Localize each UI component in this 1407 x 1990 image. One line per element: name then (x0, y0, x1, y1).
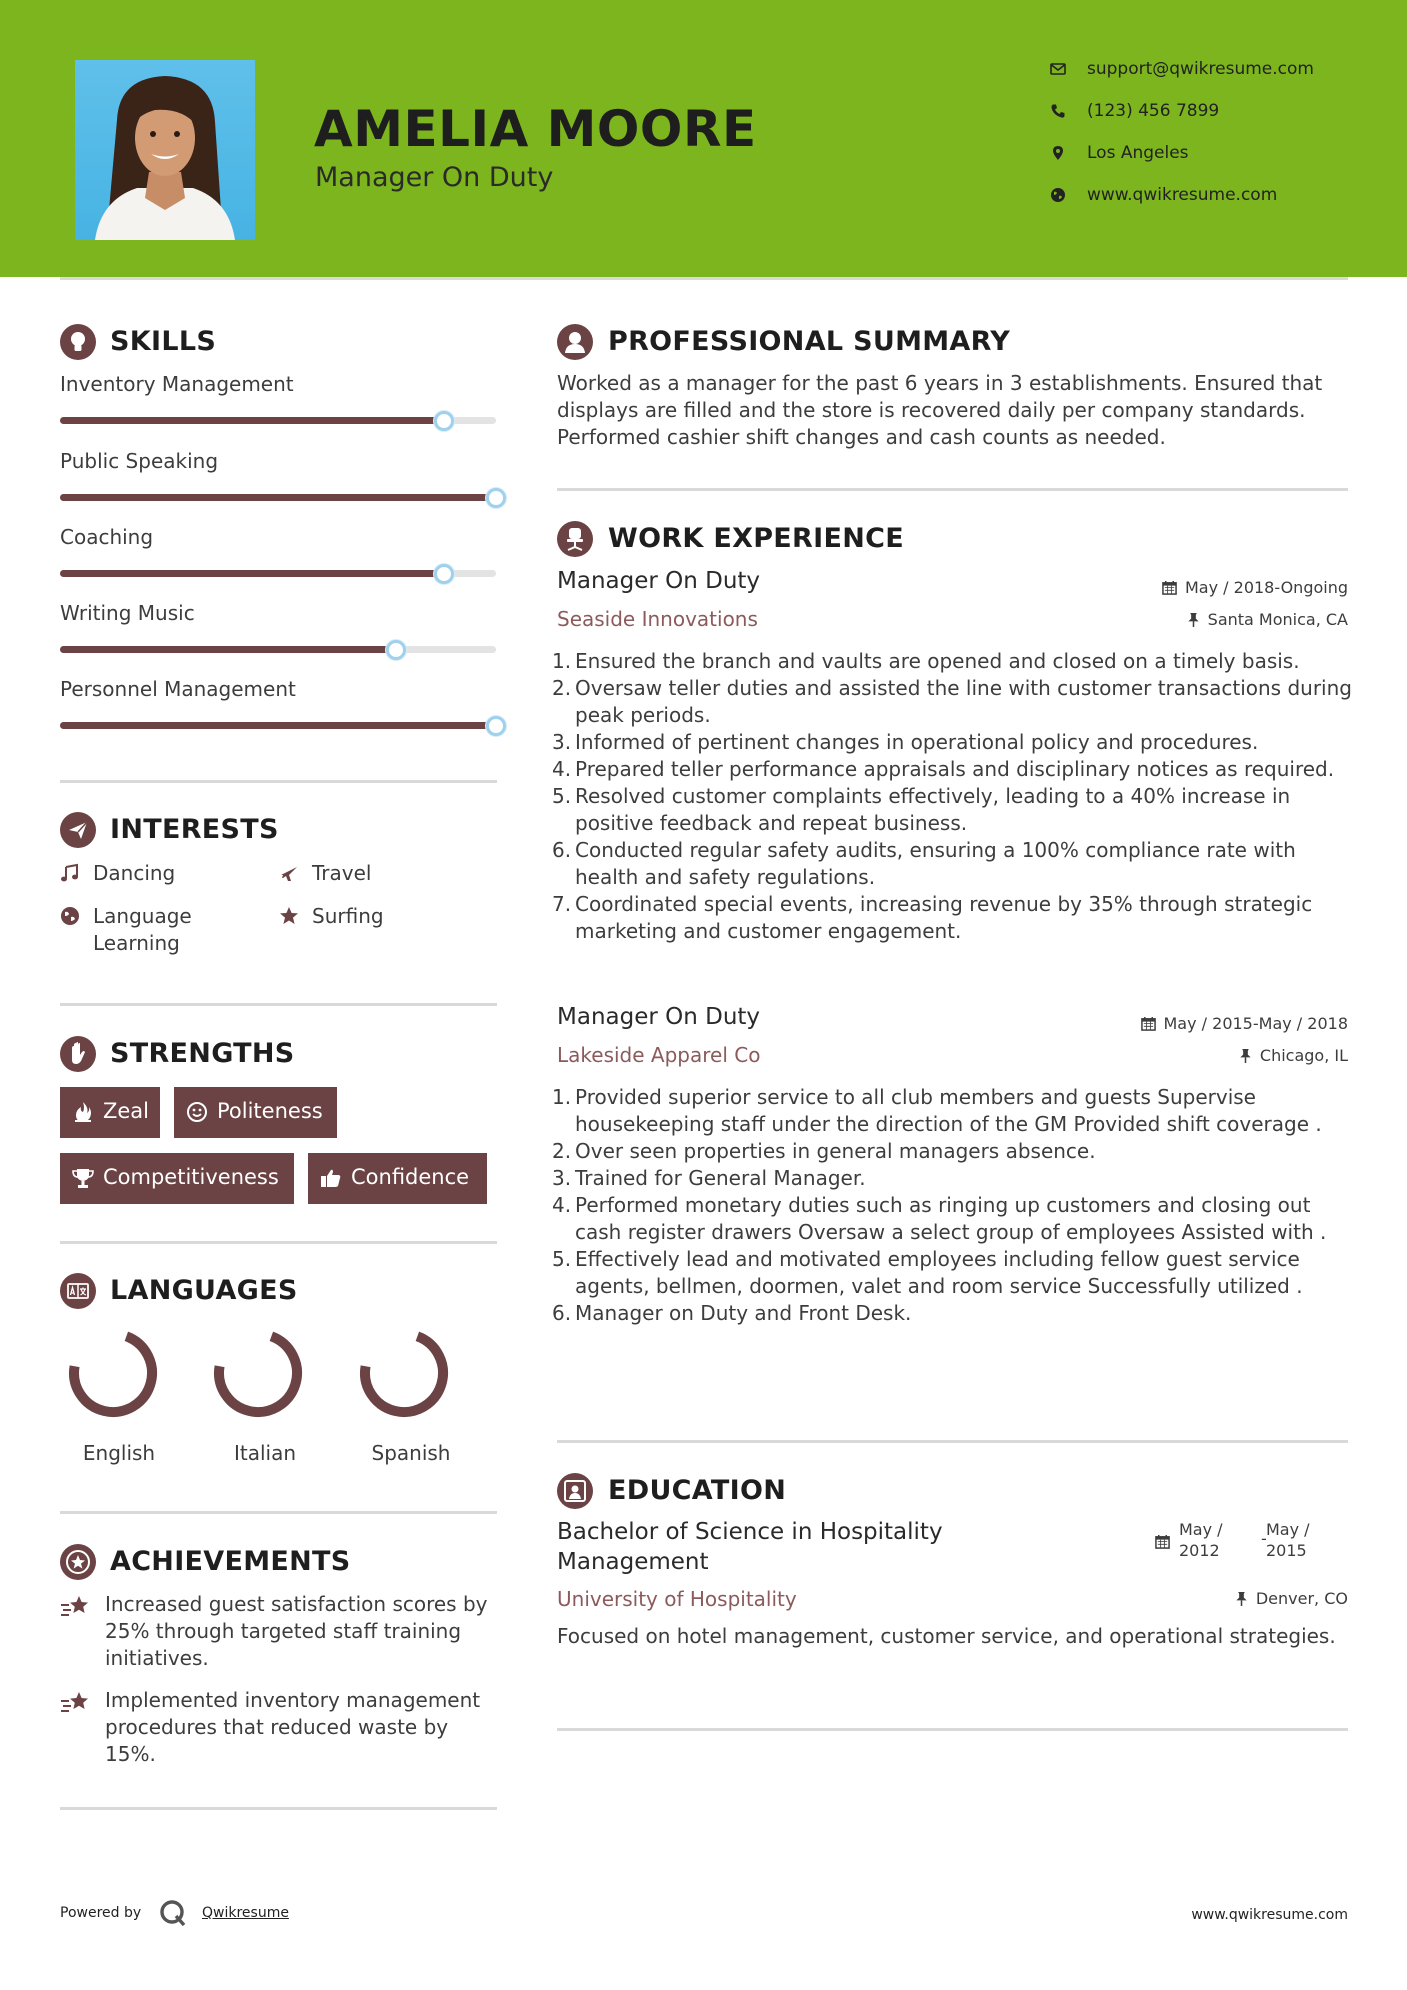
job-bullet-text: Over seen properties in general managers absence. (575, 1139, 1096, 1163)
strength-label: Confidence (351, 1165, 470, 1189)
profile-photo (75, 60, 255, 240)
job-bullet-text: Effectively lead and motivated employees including fellow guest service agents, bellmen, doormen, valet and room service Successfully utilized . (575, 1247, 1303, 1298)
job-location-text: Chicago, IL (1259, 1046, 1348, 1065)
paper-plane-icon (60, 812, 96, 848)
job-bullet: 7. Coordinated special events, increasing revenue by 35% through strategic marketing and customer engagement. (552, 892, 1313, 943)
skill-bar (60, 570, 496, 577)
section-divider (60, 1003, 497, 1006)
envelope-icon (1050, 61, 1066, 77)
section-divider (60, 1807, 497, 1810)
education-description: Focused on hotel management, customer service, and operational strategies. (557, 1624, 1336, 1648)
pushpin-icon (1187, 612, 1200, 627)
user-icon (557, 324, 593, 360)
summary-text: Worked as a manager for the past 6 years in 3 establishments. Ensured that displays are filled and the store is recovered daily per company standards. Performed cashier shift changes and cash counts as needed. (557, 371, 1323, 449)
job-title: Manager On Duty (557, 568, 761, 594)
shooting-star-icon (60, 1593, 92, 1621)
job-date (1162, 578, 1348, 597)
skill-label: Public Speaking (60, 449, 219, 473)
job-bullet: 1. Provided superior service to all club members and guests Supervise housekeeping staff under the direction of the GM Provided shift coverage . (552, 1085, 1322, 1136)
education-location-text: Denver, CO (1255, 1589, 1348, 1608)
skill-bar-knob[interactable] (486, 716, 506, 736)
interest-label: Dancing (93, 861, 176, 885)
job-bullet-text: Conducted regular safety audits, ensuring a 100% compliance rate with health and safety regulations. (575, 838, 1296, 889)
skill-bar-fill (60, 646, 396, 653)
job-bullet: 5. Resolved customer complaints effectively, leading to a 40% increase in positive feedback and repeat business. (552, 784, 1291, 835)
education-school: University of Hospitality (557, 1587, 797, 1611)
hand-icon (60, 1036, 96, 1072)
skill-label: Writing Music (60, 601, 195, 625)
plane-icon (279, 863, 299, 883)
job-bullet: 2. Over seen properties in general managers absence. (552, 1139, 1096, 1163)
job-bullet: 2. Oversaw teller duties and assisted the line with customer transactions during peak periods. (552, 676, 1352, 727)
thumbs-up-icon (320, 1167, 342, 1189)
job-bullet: 5. Effectively lead and motivated employees including fellow guest service agents, bellmen, doormen, valet and room service Successfully utilized . (552, 1247, 1303, 1298)
job-location (1187, 610, 1348, 629)
education-heading: EDUCATION (608, 1475, 787, 1506)
job-bullet-text: Provided superior service to all club members and guests Supervise housekeeping staff under the direction of the GM Provided shift coverage . (575, 1085, 1322, 1136)
interest-label: Travel (312, 861, 372, 885)
job-bullet: 4. Prepared teller performance appraisals and disciplinary notices as required. (552, 757, 1335, 781)
skill-bar-fill (60, 570, 444, 577)
contact-email-text: support@qwikresume.com (1087, 59, 1314, 79)
strength-badge (174, 1087, 337, 1138)
star-icon (279, 906, 299, 926)
strength-label: Politeness (217, 1099, 323, 1123)
section-divider (60, 1511, 497, 1514)
language-ring (212, 1327, 304, 1419)
skill-label: Personnel Management (60, 677, 296, 701)
language-label: English (82, 1441, 156, 1465)
job-bullet-text: Oversaw teller duties and assisted the line with customer transactions during peak periods. (575, 676, 1352, 727)
graduate-icon (557, 1473, 593, 1509)
qwikresume-logo-icon (158, 1898, 188, 1928)
language-label: Italian (233, 1441, 297, 1465)
education-location (1235, 1589, 1348, 1608)
section-divider (557, 1440, 1348, 1443)
language-ring (67, 1327, 159, 1419)
header-banner (0, 0, 1407, 277)
footer-brand-link[interactable]: Qwikresume (202, 1905, 289, 1921)
job-bullet-text: Trained for General Manager. (575, 1166, 866, 1190)
achievement-text: Increased guest satisfaction scores by 25% through targeted staff training initiatives. (105, 1592, 488, 1670)
strength-badge (308, 1153, 487, 1204)
job-title: Manager On Duty (557, 1004, 761, 1030)
calendar-icon (1162, 580, 1177, 595)
job-bullet-text: Performed monetary duties such as ringing up customers and closing out cash register drawers Oversaw a select group of employees Assisted with . (575, 1193, 1327, 1244)
interest-label: Surfing (312, 904, 384, 928)
footer-url[interactable]: www.qwikresume.com (1191, 1907, 1348, 1923)
calendar-icon (1155, 1534, 1170, 1549)
job-bullet: 6. Manager on Duty and Front Desk. (552, 1301, 912, 1325)
experience-heading: WORK EXPERIENCE (608, 523, 904, 554)
education-degree: Bachelor of Science in Hospitality Management (557, 1519, 943, 1575)
language-label: Spanish (371, 1441, 451, 1465)
job-location (1239, 1046, 1348, 1065)
translate-icon (60, 1273, 96, 1309)
strength-badge (60, 1153, 294, 1204)
achievements-heading: ACHIEVEMENTS (110, 1546, 351, 1577)
languages-heading: LANGUAGES (110, 1275, 298, 1306)
interest-label: Language Learning (93, 904, 192, 955)
skill-bar (60, 417, 496, 424)
header-divider (60, 277, 1348, 280)
trophy-icon (72, 1167, 94, 1189)
job-location-text: Santa Monica, CA (1207, 610, 1348, 629)
contact-phone-text: (123) 456 7899 (1087, 101, 1220, 121)
job-date-text: May / 2018-Ongoing (1185, 578, 1348, 597)
education-start-date: May / 2012 (1179, 1520, 1223, 1560)
smile-icon (186, 1101, 208, 1123)
strength-label: Competitiveness (103, 1165, 279, 1189)
skill-bar-fill (60, 722, 496, 729)
job-bullet: 3. Trained for General Manager. (552, 1166, 866, 1190)
skill-bar-knob[interactable] (434, 411, 454, 431)
job-bullet-text: Resolved customer complaints effectively, leading to a 40% increase in positive feedback and repeat business. (575, 784, 1291, 835)
globe-icon (60, 906, 80, 926)
skills-heading: SKILLS (110, 326, 217, 357)
skill-bar (60, 722, 496, 729)
pushpin-icon (1239, 1048, 1252, 1063)
section-divider (60, 780, 497, 783)
contact-website-text: www.qwikresume.com (1087, 185, 1278, 205)
language-ring (358, 1327, 450, 1419)
lightbulb-icon (60, 324, 96, 360)
strength-label: Zeal (103, 1099, 150, 1123)
strength-badge (60, 1087, 160, 1138)
job-date (1141, 1014, 1349, 1033)
job-bullet: 3. Informed of pertinent changes in operational policy and procedures. (552, 730, 1259, 754)
skill-bar-knob[interactable] (486, 488, 506, 508)
skill-bar-fill (60, 417, 444, 424)
job-bullet: 4. Performed monetary duties such as ringing up customers and closing out cash register drawers Oversaw a select group of employees Assisted with . (552, 1193, 1327, 1244)
medal-star-icon (60, 1544, 96, 1580)
job-bullet: 1. Ensured the branch and vaults are opened and closed on a timely basis. (552, 649, 1300, 673)
candidate-name: AMELIA MOORE (314, 100, 757, 158)
contact-location-text: Los Angeles (1087, 143, 1189, 163)
map-pin-icon (1050, 145, 1066, 161)
job-bullet-text: Ensured the branch and vaults are opened and closed on a timely basis. (575, 649, 1300, 673)
skill-bar-knob[interactable] (386, 640, 406, 660)
footer-powered-by: Powered by (60, 1905, 142, 1921)
calendar-icon (1141, 1016, 1156, 1031)
skill-bar (60, 646, 496, 653)
pushpin-icon (1235, 1591, 1248, 1606)
job-bullet-text: Manager on Duty and Front Desk. (575, 1301, 912, 1325)
skill-bar-fill (60, 494, 496, 501)
job-company: Seaside Innovations (557, 607, 758, 631)
phone-icon (1050, 103, 1066, 119)
summary-heading: PROFESSIONAL SUMMARY (608, 326, 1011, 357)
job-bullet-text: Prepared teller performance appraisals and disciplinary notices as required. (575, 757, 1335, 781)
job-company: Lakeside Apparel Co (557, 1043, 761, 1067)
skill-label: Inventory Management (60, 372, 294, 396)
job-bullet-list (552, 1084, 1352, 1327)
section-divider (557, 488, 1348, 491)
education-end-date: May / 2015 (1266, 1520, 1310, 1560)
globe-icon (1050, 187, 1066, 203)
fire-icon (72, 1101, 94, 1123)
job-bullet-text: Informed of pertinent changes in operational policy and procedures. (575, 730, 1259, 754)
shooting-star-icon (60, 1689, 92, 1717)
job-date-text: May / 2015-May / 2018 (1163, 1014, 1348, 1033)
date-separator: - (1261, 1529, 1267, 1548)
job-bullet: 6. Conducted regular safety audits, ensuring a 100% compliance rate with health and safety regulations. (552, 838, 1296, 889)
interests-heading: INTERESTS (110, 814, 279, 845)
skill-bar (60, 494, 496, 501)
skill-label: Coaching (60, 525, 154, 549)
office-chair-icon (557, 521, 593, 557)
job-bullet-text: Coordinated special events, increasing revenue by 35% through strategic marketing and customer engagement. (575, 892, 1313, 943)
skill-bar-knob[interactable] (434, 564, 454, 584)
strengths-heading: STRENGTHS (110, 1038, 295, 1069)
section-divider (557, 1728, 1348, 1731)
achievement-text: Implemented inventory management procedures that reduced waste by 15%. (105, 1688, 481, 1766)
music-note-icon (60, 863, 80, 883)
section-divider (60, 1241, 497, 1244)
candidate-role: Manager On Duty (315, 162, 554, 193)
job-bullet-list (552, 648, 1352, 945)
